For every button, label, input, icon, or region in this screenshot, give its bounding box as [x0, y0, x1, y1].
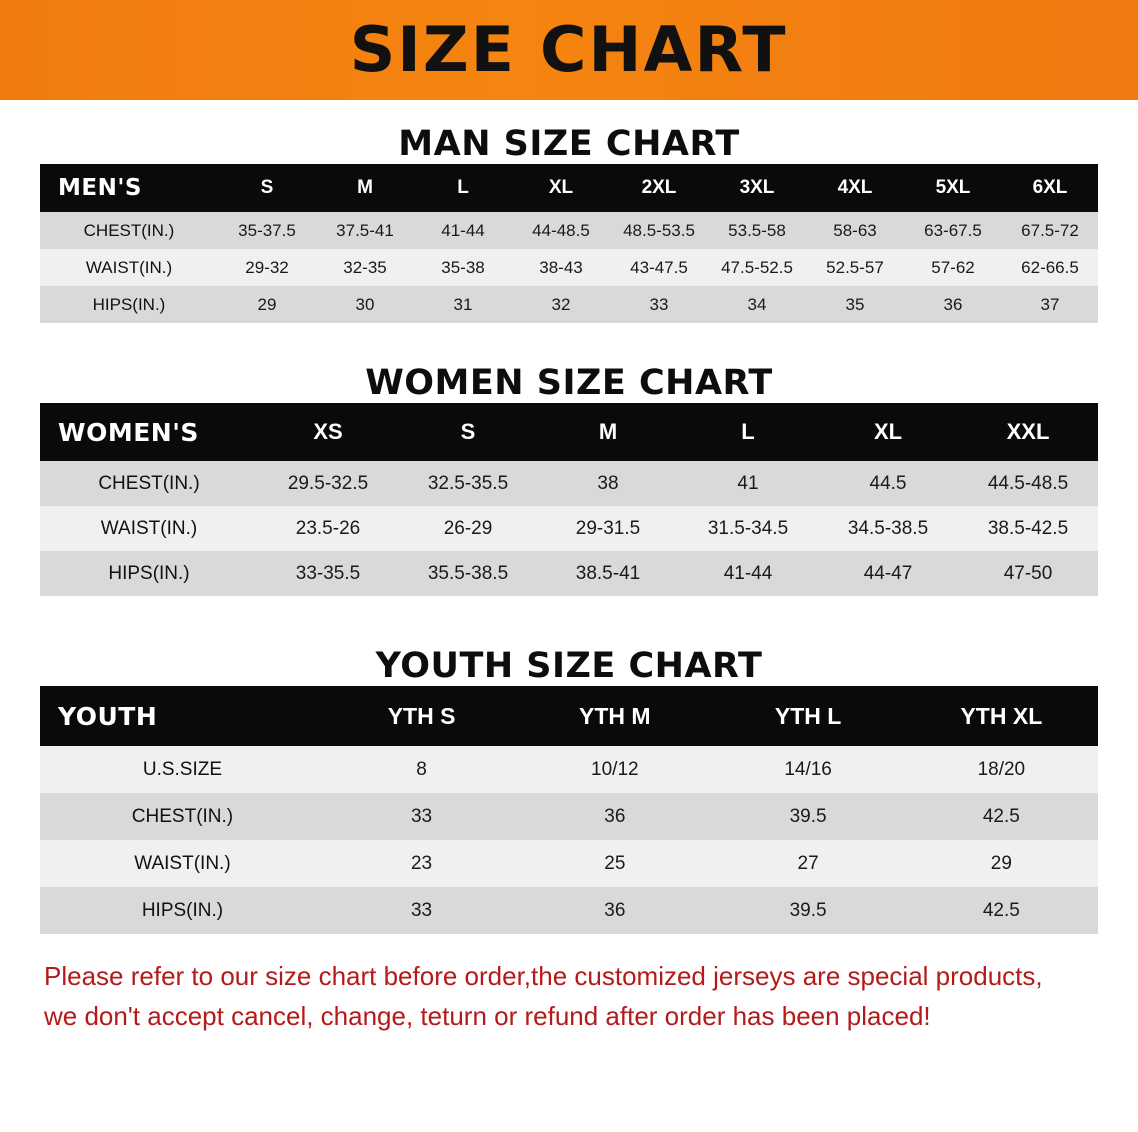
women-header-cell: XXL — [958, 403, 1098, 461]
man-header-cell: 5XL — [904, 164, 1002, 212]
table-row — [40, 746, 1098, 793]
youth-table-wrap — [0, 686, 1138, 934]
youth-cell: 10/12 — [518, 746, 711, 793]
man-cell: 37 — [1002, 286, 1098, 323]
man-cell: 35-37.5 — [218, 212, 316, 249]
youth-row-label: WAIST(IN.) — [40, 840, 325, 887]
women-row-label: WAIST(IN.) — [40, 506, 258, 551]
man-row-label: CHEST(IN.) — [40, 212, 218, 249]
women-header-cell: M — [538, 403, 678, 461]
women-cell: 32.5-35.5 — [398, 461, 538, 506]
youth-cell: 33 — [325, 887, 518, 934]
women-cell: 38.5-42.5 — [958, 506, 1098, 551]
women-header-label: WOMEN'S — [40, 403, 258, 461]
youth-header-cell: YTH XL — [905, 686, 1098, 746]
women-cell: 47-50 — [958, 551, 1098, 596]
man-cell: 32 — [512, 286, 610, 323]
women-header-cell: XS — [258, 403, 398, 461]
man-cell: 30 — [316, 286, 414, 323]
women-cell: 29-31.5 — [538, 506, 678, 551]
man-cell: 34 — [708, 286, 806, 323]
youth-row-label: U.S.SIZE — [40, 746, 325, 793]
women-cell: 41 — [678, 461, 818, 506]
table-header-row — [40, 403, 1098, 461]
man-cell: 52.5-57 — [806, 249, 904, 286]
man-cell: 67.5-72 — [1002, 212, 1098, 249]
table-row — [40, 840, 1098, 887]
man-cell: 53.5-58 — [708, 212, 806, 249]
women-cell: 35.5-38.5 — [398, 551, 538, 596]
women-cell: 44-47 — [818, 551, 958, 596]
women-cell: 38.5-41 — [538, 551, 678, 596]
youth-header-cell: YTH L — [711, 686, 904, 746]
women-section-title: WOMEN SIZE CHART — [365, 363, 773, 403]
man-cell: 36 — [904, 286, 1002, 323]
banner — [0, 0, 1138, 100]
women-cell: 33-35.5 — [258, 551, 398, 596]
man-cell: 35-38 — [414, 249, 512, 286]
man-cell: 32-35 — [316, 249, 414, 286]
man-cell: 33 — [610, 286, 708, 323]
man-header-cell: M — [316, 164, 414, 212]
man-header-cell: XL — [512, 164, 610, 212]
man-cell: 62-66.5 — [1002, 249, 1098, 286]
disclaimer-line-1: Please refer to our size chart before order,the customized jerseys are special products, — [44, 961, 1043, 991]
man-header-cell: L — [414, 164, 512, 212]
youth-cell: 36 — [518, 887, 711, 934]
youth-section-title: YOUTH SIZE CHART — [375, 646, 763, 686]
youth-header-cell: YTH M — [518, 686, 711, 746]
women-cell: 41-44 — [678, 551, 818, 596]
table-header-row — [40, 164, 1098, 212]
man-cell: 48.5-53.5 — [610, 212, 708, 249]
table-header-row — [40, 686, 1098, 746]
man-cell: 57-62 — [904, 249, 1002, 286]
table-row — [40, 286, 1098, 323]
youth-header-label: YOUTH — [40, 686, 325, 746]
man-table-wrap — [0, 164, 1138, 323]
table-row — [40, 212, 1098, 249]
youth-cell: 18/20 — [905, 746, 1098, 793]
man-cell: 29 — [218, 286, 316, 323]
man-cell: 41-44 — [414, 212, 512, 249]
table-row — [40, 506, 1098, 551]
man-cell: 63-67.5 — [904, 212, 1002, 249]
youth-cell: 42.5 — [905, 887, 1098, 934]
table-row — [40, 551, 1098, 596]
women-cell: 26-29 — [398, 506, 538, 551]
youth-cell: 39.5 — [711, 887, 904, 934]
man-row-label: HIPS(IN.) — [40, 286, 218, 323]
man-cell: 31 — [414, 286, 512, 323]
women-cell: 38 — [538, 461, 678, 506]
women-cell: 34.5-38.5 — [818, 506, 958, 551]
disclaimer-note — [0, 956, 1138, 1037]
youth-cell: 42.5 — [905, 793, 1098, 840]
women-header-cell: S — [398, 403, 538, 461]
youth-row-label: CHEST(IN.) — [40, 793, 325, 840]
women-cell: 23.5-26 — [258, 506, 398, 551]
man-cell: 37.5-41 — [316, 212, 414, 249]
man-cell: 58-63 — [806, 212, 904, 249]
man-cell: 29-32 — [218, 249, 316, 286]
women-table-wrap — [0, 403, 1138, 596]
man-cell: 38-43 — [512, 249, 610, 286]
man-header-cell: 4XL — [806, 164, 904, 212]
youth-cell: 29 — [905, 840, 1098, 887]
youth-cell: 14/16 — [711, 746, 904, 793]
women-row-label: CHEST(IN.) — [40, 461, 258, 506]
table-row — [40, 887, 1098, 934]
women-cell: 44.5-48.5 — [958, 461, 1098, 506]
table-row — [40, 249, 1098, 286]
man-header-cell: 2XL — [610, 164, 708, 212]
man-header-label: MEN'S — [40, 164, 218, 212]
banner-title: SIZE CHART — [350, 13, 788, 86]
man-row-label: WAIST(IN.) — [40, 249, 218, 286]
disclaimer-line-2: we don't accept cancel, change, teturn or refund after order has been placed! — [44, 1001, 931, 1032]
youth-cell: 25 — [518, 840, 711, 887]
youth-header-cell: YTH S — [325, 686, 518, 746]
man-cell: 35 — [806, 286, 904, 323]
man-section-title: MAN SIZE CHART — [398, 124, 740, 164]
man-size-table — [40, 164, 1098, 323]
women-cell: 29.5-32.5 — [258, 461, 398, 506]
youth-row-label: HIPS(IN.) — [40, 887, 325, 934]
women-cell: 31.5-34.5 — [678, 506, 818, 551]
women-header-cell: XL — [818, 403, 958, 461]
man-header-cell: S — [218, 164, 316, 212]
youth-size-table — [40, 686, 1098, 934]
man-header-cell: 6XL — [1002, 164, 1098, 212]
women-cell: 44.5 — [818, 461, 958, 506]
man-header-cell: 3XL — [708, 164, 806, 212]
youth-cell: 36 — [518, 793, 711, 840]
women-row-label: HIPS(IN.) — [40, 551, 258, 596]
man-cell: 44-48.5 — [512, 212, 610, 249]
table-row — [40, 461, 1098, 506]
man-cell: 47.5-52.5 — [708, 249, 806, 286]
table-row — [40, 793, 1098, 840]
women-size-table — [40, 403, 1098, 596]
youth-cell: 8 — [325, 746, 518, 793]
man-cell: 43-47.5 — [610, 249, 708, 286]
youth-cell: 39.5 — [711, 793, 904, 840]
youth-cell: 27 — [711, 840, 904, 887]
youth-cell: 23 — [325, 840, 518, 887]
women-header-cell: L — [678, 403, 818, 461]
youth-cell: 33 — [325, 793, 518, 840]
